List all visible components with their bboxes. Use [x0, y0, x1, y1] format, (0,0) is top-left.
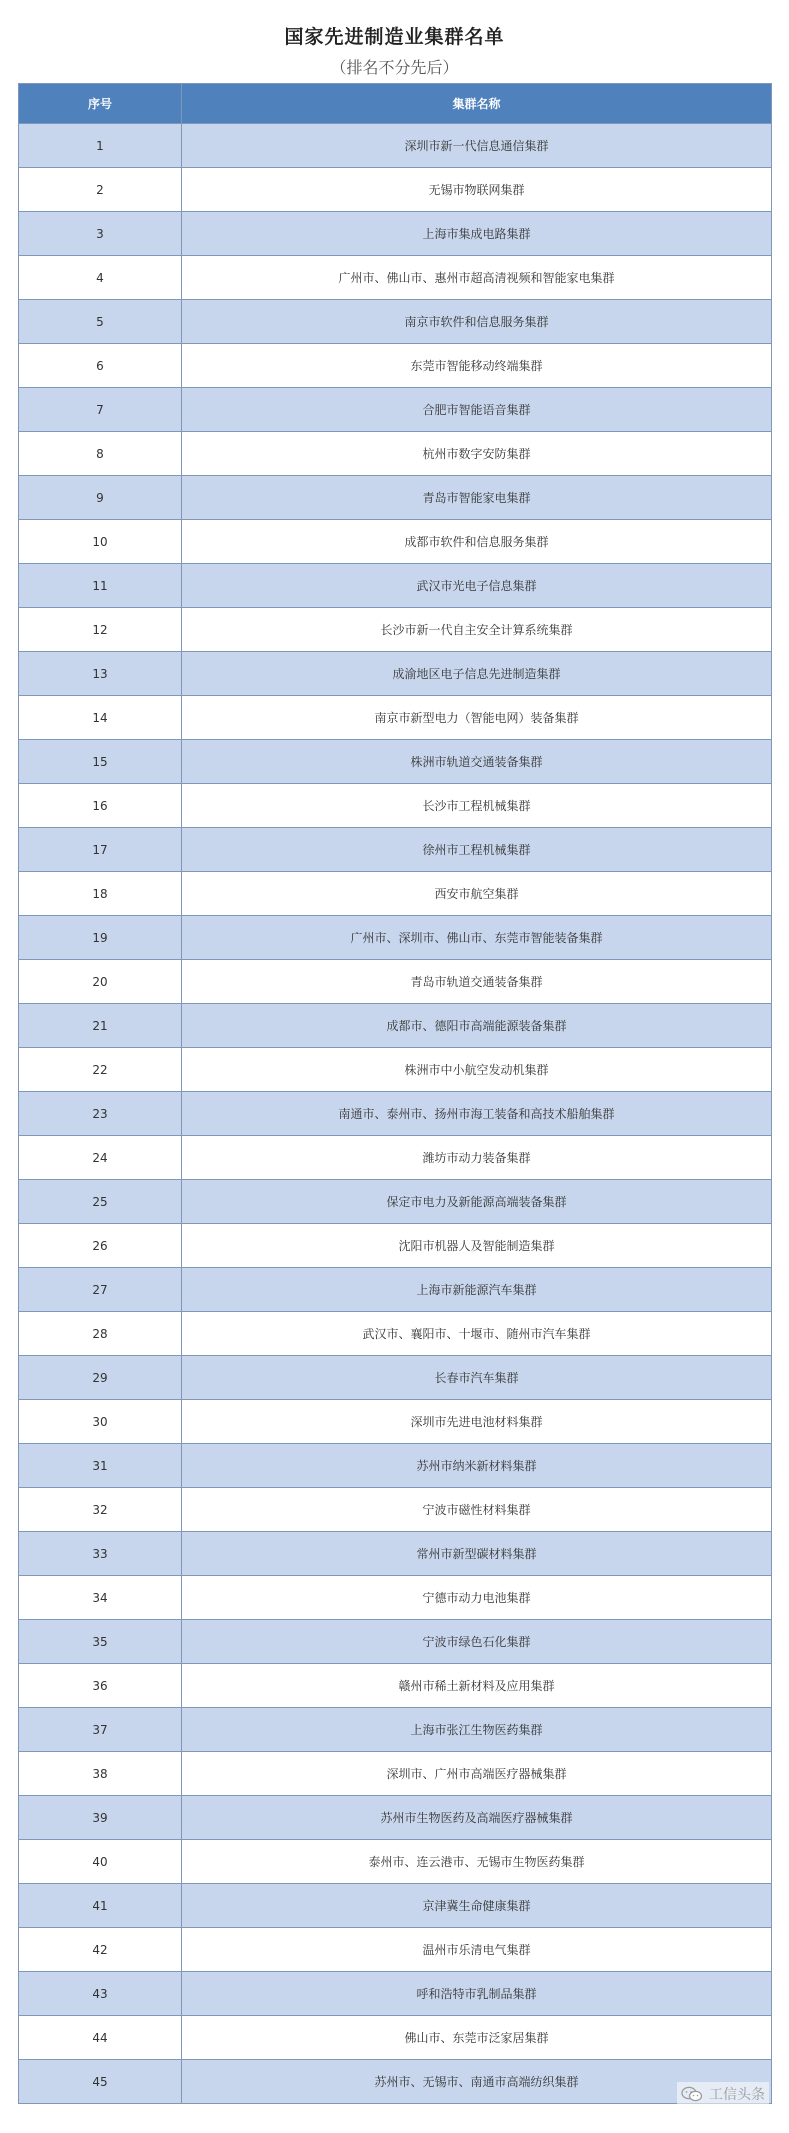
cluster-name-cell: 京津冀生命健康集群 — [182, 1884, 772, 1928]
table-row — [19, 828, 772, 872]
row-number-cell: 14 — [19, 696, 182, 740]
table-row — [19, 1004, 772, 1048]
cluster-name-cell: 佛山市、东莞市泛家居集群 — [182, 2016, 772, 2060]
cluster-name-cell: 杭州市数字安防集群 — [182, 432, 772, 476]
row-number-cell: 42 — [19, 1928, 182, 1972]
cluster-name-cell: 武汉市光电子信息集群 — [182, 564, 772, 608]
page-title: 国家先进制造业集群名单 — [284, 26, 505, 48]
cluster-name-cell: 赣州市稀土新材料及应用集群 — [182, 1664, 772, 1708]
cluster-name-cell: 宁波市磁性材料集群 — [182, 1488, 772, 1532]
table-row — [19, 1576, 772, 1620]
cluster-name-cell: 南京市新型电力（智能电网）装备集群 — [182, 696, 772, 740]
table-row — [19, 212, 772, 256]
row-number-cell: 4 — [19, 256, 182, 300]
cluster-name-cell: 上海市张江生物医药集群 — [182, 1708, 772, 1752]
cluster-name-cell: 深圳市先进电池材料集群 — [182, 1400, 772, 1444]
table-row — [19, 1928, 772, 1972]
cluster-name-cell: 上海市新能源汽车集群 — [182, 1268, 772, 1312]
cluster-name-cell: 沈阳市机器人及智能制造集群 — [182, 1224, 772, 1268]
row-number-cell: 27 — [19, 1268, 182, 1312]
row-number-cell: 7 — [19, 388, 182, 432]
cluster-name-cell: 株洲市轨道交通装备集群 — [182, 740, 772, 784]
cluster-name-cell: 青岛市智能家电集群 — [182, 476, 772, 520]
column-header-cluster-name: 集群名称 — [182, 84, 772, 124]
row-number-cell: 45 — [19, 2060, 182, 2104]
row-number-cell: 37 — [19, 1708, 182, 1752]
column-header-number: 序号 — [19, 84, 182, 124]
cluster-name-cell: 上海市集成电路集群 — [182, 212, 772, 256]
table-row — [19, 784, 772, 828]
row-number-cell: 29 — [19, 1356, 182, 1400]
row-number-cell: 11 — [19, 564, 182, 608]
table-row — [19, 1092, 772, 1136]
cluster-name-cell: 合肥市智能语音集群 — [182, 388, 772, 432]
table-row — [19, 1400, 772, 1444]
row-number-cell: 32 — [19, 1488, 182, 1532]
table-row — [19, 256, 772, 300]
table-row — [19, 1752, 772, 1796]
row-number-cell: 36 — [19, 1664, 182, 1708]
table-row — [19, 1620, 772, 1664]
cluster-name-cell: 南京市软件和信息服务集群 — [182, 300, 772, 344]
cluster-name-cell: 长沙市工程机械集群 — [182, 784, 772, 828]
table-row — [19, 1312, 772, 1356]
row-number-cell: 28 — [19, 1312, 182, 1356]
cluster-name-cell: 呼和浩特市乳制品集群 — [182, 1972, 772, 2016]
row-number-cell: 40 — [19, 1840, 182, 1884]
cluster-name-cell: 株洲市中小航空发动机集群 — [182, 1048, 772, 1092]
table-row — [19, 740, 772, 784]
table-row — [19, 564, 772, 608]
table-row — [19, 872, 772, 916]
wechat-icon — [681, 2086, 703, 2102]
table-row — [19, 1048, 772, 1092]
table-row — [19, 520, 772, 564]
table-row — [19, 1796, 772, 1840]
table-row — [19, 124, 772, 168]
cluster-name-cell: 南通市、泰州市、扬州市海工装备和高技术船舶集群 — [182, 1092, 772, 1136]
table-row — [19, 1532, 772, 1576]
table-row — [19, 432, 772, 476]
table-header-row — [19, 84, 772, 124]
cluster-name-cell: 潍坊市动力装备集群 — [182, 1136, 772, 1180]
cluster-name-cell: 苏州市纳米新材料集群 — [182, 1444, 772, 1488]
row-number-cell: 44 — [19, 2016, 182, 2060]
table-row — [19, 1664, 772, 1708]
cluster-name-cell: 长沙市新一代自主安全计算系统集群 — [182, 608, 772, 652]
cluster-name-cell: 成都市、德阳市高端能源装备集群 — [182, 1004, 772, 1048]
table-row — [19, 2060, 772, 2104]
row-number-cell: 25 — [19, 1180, 182, 1224]
table-body — [19, 124, 772, 2104]
table-row — [19, 1972, 772, 2016]
row-number-cell: 1 — [19, 124, 182, 168]
cluster-name-cell: 苏州市、无锡市、南通市高端纺织集群 — [182, 2060, 772, 2104]
table-row — [19, 1444, 772, 1488]
cluster-name-cell: 常州市新型碳材料集群 — [182, 1532, 772, 1576]
table-row — [19, 168, 772, 212]
cluster-name-cell: 成渝地区电子信息先进制造集群 — [182, 652, 772, 696]
row-number-cell: 13 — [19, 652, 182, 696]
row-number-cell: 20 — [19, 960, 182, 1004]
cluster-name-cell: 东莞市智能移动终端集群 — [182, 344, 772, 388]
row-number-cell: 12 — [19, 608, 182, 652]
row-number-cell: 18 — [19, 872, 182, 916]
row-number-cell: 26 — [19, 1224, 182, 1268]
table-row — [19, 344, 772, 388]
row-number-cell: 10 — [19, 520, 182, 564]
table-row — [19, 652, 772, 696]
table-row — [19, 1268, 772, 1312]
row-number-cell: 33 — [19, 1532, 182, 1576]
row-number-cell: 21 — [19, 1004, 182, 1048]
row-number-cell: 43 — [19, 1972, 182, 2016]
row-number-cell: 5 — [19, 300, 182, 344]
cluster-name-cell: 西安市航空集群 — [182, 872, 772, 916]
cluster-name-cell: 徐州市工程机械集群 — [182, 828, 772, 872]
cluster-name-cell: 广州市、佛山市、惠州市超高清视频和智能家电集群 — [182, 256, 772, 300]
row-number-cell: 19 — [19, 916, 182, 960]
watermark — [677, 2082, 769, 2106]
row-number-cell: 31 — [19, 1444, 182, 1488]
table-row — [19, 1136, 772, 1180]
cluster-name-cell: 泰州市、连云港市、无锡市生物医药集群 — [182, 1840, 772, 1884]
row-number-cell: 17 — [19, 828, 182, 872]
row-number-cell: 41 — [19, 1884, 182, 1928]
page-subtitle: （排名不分先后） — [330, 58, 459, 77]
cluster-name-cell: 深圳市新一代信息通信集群 — [182, 124, 772, 168]
cluster-name-cell: 温州市乐清电气集群 — [182, 1928, 772, 1972]
table-row — [19, 388, 772, 432]
row-number-cell: 35 — [19, 1620, 182, 1664]
row-number-cell: 23 — [19, 1092, 182, 1136]
table-row — [19, 916, 772, 960]
row-number-cell: 22 — [19, 1048, 182, 1092]
table-row — [19, 608, 772, 652]
cluster-name-cell: 长春市汽车集群 — [182, 1356, 772, 1400]
cluster-name-cell: 保定市电力及新能源高端装备集群 — [182, 1180, 772, 1224]
table-row — [19, 300, 772, 344]
table-row — [19, 1840, 772, 1884]
table-row — [19, 1488, 772, 1532]
cluster-name-cell: 深圳市、广州市高端医疗器械集群 — [182, 1752, 772, 1796]
row-number-cell: 9 — [19, 476, 182, 520]
cluster-name-cell: 成都市软件和信息服务集群 — [182, 520, 772, 564]
table-row — [19, 476, 772, 520]
row-number-cell: 16 — [19, 784, 182, 828]
cluster-name-cell: 宁德市动力电池集群 — [182, 1576, 772, 1620]
table-row — [19, 1884, 772, 1928]
row-number-cell: 15 — [19, 740, 182, 784]
table-row — [19, 1708, 772, 1752]
watermark-text: 工信头条 — [709, 2087, 765, 2103]
cluster-name-cell: 宁波市绿色石化集群 — [182, 1620, 772, 1664]
table-row — [19, 2016, 772, 2060]
row-number-cell: 6 — [19, 344, 182, 388]
cluster-name-cell: 武汉市、襄阳市、十堰市、随州市汽车集群 — [182, 1312, 772, 1356]
cluster-name-cell: 青岛市轨道交通装备集群 — [182, 960, 772, 1004]
cluster-name-cell: 苏州市生物医药及高端医疗器械集群 — [182, 1796, 772, 1840]
row-number-cell: 2 — [19, 168, 182, 212]
table-row — [19, 1356, 772, 1400]
cluster-name-cell: 无锡市物联网集群 — [182, 168, 772, 212]
row-number-cell: 34 — [19, 1576, 182, 1620]
row-number-cell: 3 — [19, 212, 182, 256]
row-number-cell: 8 — [19, 432, 182, 476]
row-number-cell: 24 — [19, 1136, 182, 1180]
table-row — [19, 960, 772, 1004]
cluster-name-cell: 广州市、深圳市、佛山市、东莞市智能装备集群 — [182, 916, 772, 960]
row-number-cell: 39 — [19, 1796, 182, 1840]
row-number-cell: 38 — [19, 1752, 182, 1796]
row-number-cell: 30 — [19, 1400, 182, 1444]
cluster-table — [18, 83, 772, 2104]
table-row — [19, 1180, 772, 1224]
table-row — [19, 696, 772, 740]
table-row — [19, 1224, 772, 1268]
